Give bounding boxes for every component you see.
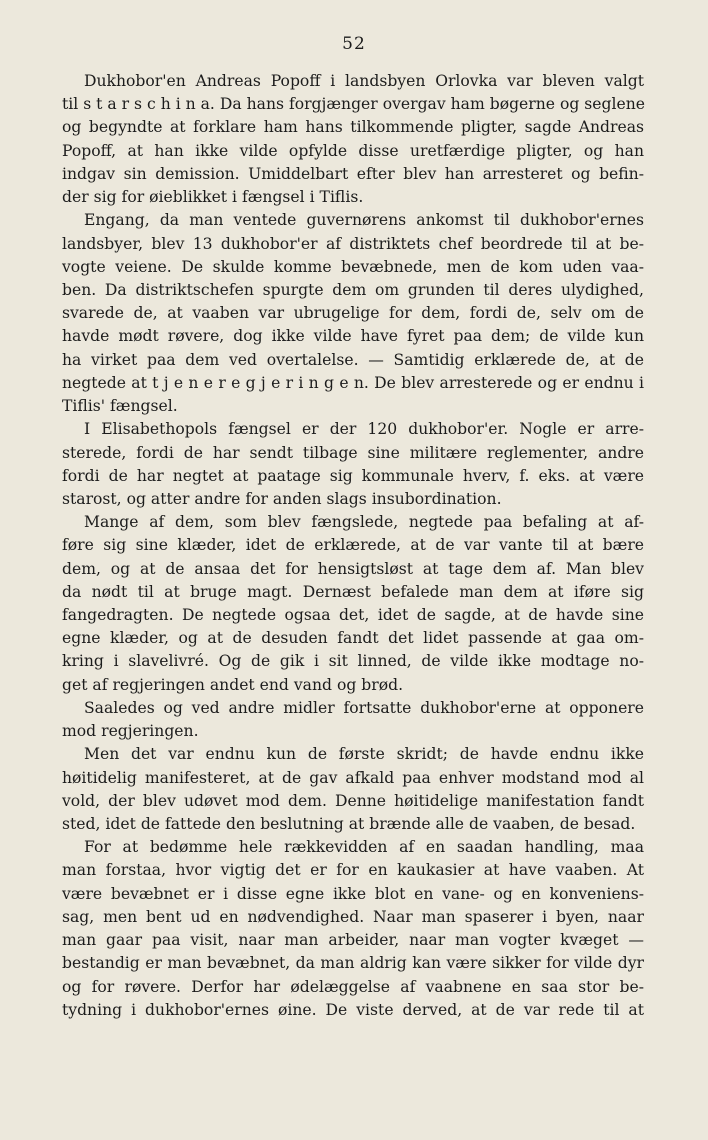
text-line: der sig for øieblikket i fængsel i Tiflis. [62,188,364,207]
text-line: man gaar paa visit, naar man arbeider, naar man vogter kvæget — [62,931,644,950]
body-text [62,70,644,1022]
text-line: Tiflis' fængsel. [62,397,178,416]
text-line: fordi de har negtet at paatage sig kommunale hverv, f. eks. at være [62,466,644,485]
text-line: ha virket paa dem ved overtalelse. — Samtidig erklærede de, at de [62,350,644,369]
text-line: sag, men bent ud en nødvendighed. Naar man spaserer i byen, naar [62,907,644,926]
text-line: Saaledes og ved andre midler fortsatte dukhobor'erne at opponere [84,698,644,717]
text-line: egne klæder, og at de desuden fandt det lidet passende at gaa om- [62,629,644,648]
text-line: dem, og at de ansaa det for hensigtsløst at tage dem af. Man blev [62,559,644,578]
text-line: vogte veiene. De skulde komme bevæbnede, men de kom uden vaa- [62,257,644,276]
text-line: man forstaa, hvor vigtig det er for en kaukasier at have vaaben. At [62,861,644,880]
text-line: Popoff, at han ikke vilde opfylde disse uretfærdige pligter, og han [62,141,644,160]
text-line: til s t a r s c h i n a. Da hans forgjænger overgav ham bøgerne og seglene [62,95,645,114]
text-line: mod regjeringen. [62,722,199,741]
text-line: indgav sin demission. Umiddelbart efter blev han arresteret og befin- [62,164,644,183]
text-line: høitidelig manifesteret, at de gav afkald paa enhver modstand mod al [62,768,644,787]
text-line: havde mødt røvere, dog ikke vilde have fyret paa dem; de vilde kun [62,327,644,346]
text-line: føre sig sine klæder, idet de erklærede, at de var vante til at bære [62,536,644,555]
text-line: sted, idet de fattede den beslutning at brænde alle de vaaben, de besad. [62,815,636,833]
text-line: fangedragten. De negtede ogsaa det, idet de sagde, at de havde sine [62,606,644,625]
page-number: 52 [342,34,366,54]
text-line: og begyndte at forklare ham hans tilkommende pligter, sagde Andreas [62,118,644,137]
text-line: da nødt til at bruge magt. Dernæst befalede man dem at iføre sig [62,582,644,601]
text-line: bestandig er man bevæbnet, da man aldrig kan være sikker for vilde dyr [62,954,644,973]
text-line: negtede at t j e n e r e g j e r i n g e n. De blev arresterede og er endnu i [62,373,644,392]
text-line: landsbyer, blev 13 dukhobor'er af distriktets chef beordrede til at be- [62,234,644,253]
text-line: og for røvere. Derfor har ødelæggelse af vaabnene en saa stor be- [62,977,644,996]
text-line: Dukhobor'en Andreas Popoff i landsbyen Orlovka var bleven valgt [84,72,644,90]
text-line: Mange af dem, som blev fængslede, negtede paa befaling at af- [84,513,644,532]
text-line: For at bedømme hele rækkevidden af en saadan handling, maa [84,838,644,857]
text-line: svarede de, at vaaben var ubrugelige for dem, fordi de, selv om de [62,304,644,323]
text-line: sterede, fordi de har sendt tilbage sine militære reglementer, andre [62,443,644,462]
text-line: ben. Da distriktschefen spurgte dem om grunden til deres ulydighed, [62,280,644,299]
text-line: vold, der blev udøvet mod dem. Denne høitidelige manifestation fandt [62,791,644,810]
text-line: Men det var endnu kun de første skridt; de havde endnu ikke [84,745,644,764]
text-line: være bevæbnet er i disse egne ikke blot en vane- og en konveniens- [62,884,644,903]
text-line: get af regjeringen andet end vand og brød. [62,675,404,694]
text-line: kring i slavelivré. Og de gik i sit linned, de vilde ikke modtage no- [62,652,644,671]
text-line: I Elisabethopols fængsel er der 120 dukhobor'er. Nogle er arre- [84,420,644,439]
text-line: Engang, da man ventede guvernørens ankomst til dukhobor'ernes [84,211,644,230]
text-line: starost, og atter andre for anden slags insubordination. [62,489,502,508]
text-line: tydning i dukhobor'ernes øine. De viste derved, at de var rede til at [62,1000,644,1019]
